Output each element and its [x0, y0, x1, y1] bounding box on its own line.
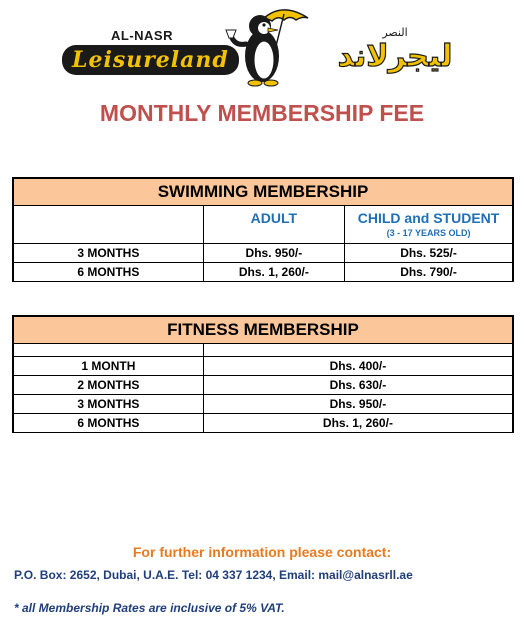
contact-details: P.O. Box: 2652, Dubai, U.A.E. Tel: 04 337 1234, Email: mail@alnasrll.ae [14, 568, 413, 582]
table-row [13, 376, 513, 395]
fee-cell: Dhs. 950/- [203, 395, 513, 414]
brand-logo-english [62, 28, 229, 75]
child-age-note: (3 - 17 YEARS OLD) [386, 228, 471, 238]
period-cell: 6 MONTHS [13, 263, 203, 282]
fee-cell: Dhs. 400/- [203, 357, 513, 376]
child-fee-cell: Dhs. 790/- [345, 263, 513, 282]
adult-fee-cell: Dhs. 1, 260/- [203, 263, 344, 282]
table-row [13, 244, 513, 263]
table-row [13, 395, 513, 414]
period-cell: 2 MONTHS [13, 376, 203, 395]
fitness-membership-table [12, 315, 514, 433]
brand-name-arabic: ليجرلاند [337, 39, 453, 74]
swimming-heading: SWIMMING MEMBERSHIP [13, 178, 513, 206]
table-row [13, 263, 513, 282]
penguin-with-umbrella-icon [222, 4, 312, 88]
fee-cell: Dhs. 630/- [203, 376, 513, 395]
brand-name-script: Leisureland [62, 45, 239, 75]
brand-name-top: AL-NASR [111, 28, 173, 43]
swimming-adult-header: ADULT [203, 206, 344, 244]
swimming-child-header [345, 206, 513, 244]
period-cell: 3 MONTHS [13, 395, 203, 414]
contact-heading: For further information please contact: [132, 544, 392, 560]
adult-fee-cell: Dhs. 950/- [203, 244, 344, 263]
period-cell: 3 MONTHS [13, 244, 203, 263]
period-cell: 1 MONTH [13, 357, 203, 376]
period-cell: 6 MONTHS [13, 414, 203, 433]
fitness-heading: FITNESS MEMBERSHIP [13, 316, 513, 344]
brand-header [0, 0, 524, 90]
fee-cell: Dhs. 1, 260/- [203, 414, 513, 433]
page-title: MONTHLY MEMBERSHIP FEE [99, 100, 425, 126]
child-fee-cell: Dhs. 525/- [345, 244, 513, 263]
table-row [13, 414, 513, 433]
brand-logo-arabic [310, 26, 480, 74]
child-student-label: CHILD and STUDENT [357, 210, 500, 226]
swimming-period-header [13, 206, 203, 244]
fitness-blank-cell [203, 344, 513, 357]
brand-name-arabic-small: النصر [382, 26, 408, 39]
fitness-blank-cell [13, 344, 203, 357]
swimming-membership-table [12, 177, 514, 282]
vat-footnote: * all Membership Rates are inclusive of 5% VAT. [14, 601, 285, 615]
table-row [13, 357, 513, 376]
